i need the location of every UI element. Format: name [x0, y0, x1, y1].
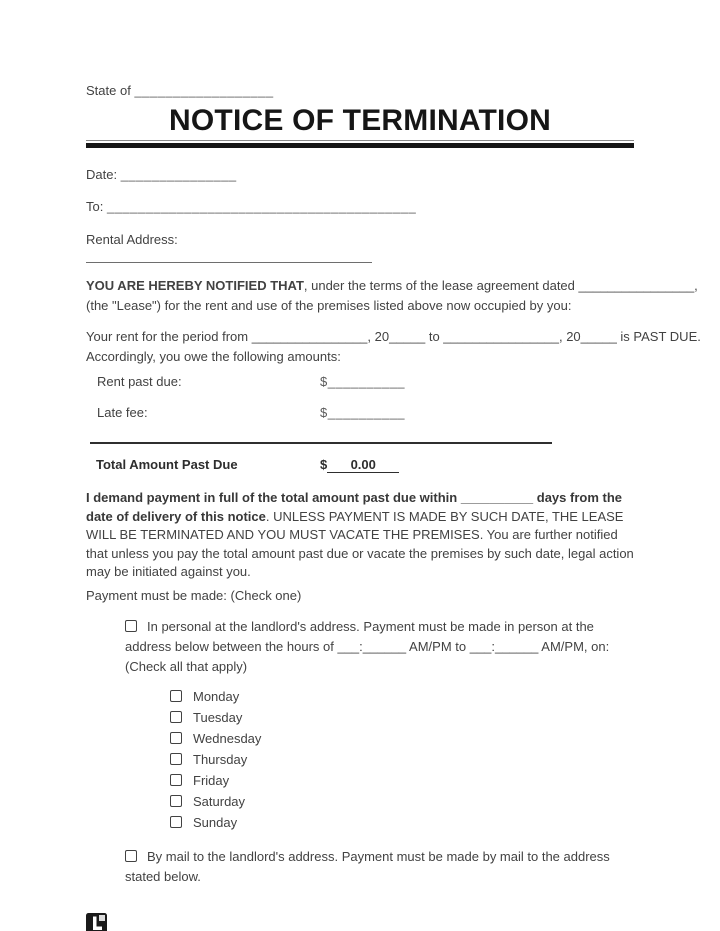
- in-person-option-label: In personal at the landlord's address. Payment must be made in person at the address below between the hours of ___:______ AM/PM to ___:______ AM/PM, on: (Check all that apply): [125, 618, 610, 674]
- day-label-tuesday: Tuesday: [193, 709, 243, 725]
- hereby-rest-text: , under the terms of the lease agreement dated ________________,: [303, 278, 698, 293]
- total-separator-line: [90, 442, 552, 444]
- late-fee-blank-field: $__________: [320, 405, 406, 420]
- day-label-wednesday: Wednesday: [193, 730, 262, 746]
- day-row-monday: [170, 686, 634, 707]
- rent-past-due-label: Rent past due:: [97, 374, 182, 389]
- days-checklist: [170, 686, 634, 833]
- day-checkbox-thursday[interactable]: [170, 753, 182, 765]
- state-of-line: [86, 83, 634, 99]
- demand-bold-text: I demand payment in full of the total amount past due within __________ days from the date of delivery of this notice: [86, 490, 622, 524]
- currency-symbol: $: [320, 457, 328, 472]
- by-mail-checkbox[interactable]: [125, 850, 137, 862]
- rent-past-due-blank-field: $__________: [320, 374, 406, 389]
- hereby-notified-paragraph: [86, 276, 698, 316]
- day-row-wednesday: [170, 728, 634, 749]
- document-title: NOTICE OF TERMINATION: [169, 104, 551, 137]
- date-blank-field: _______________: [120, 167, 237, 182]
- late-fee-row: [97, 405, 634, 421]
- day-row-saturday: [170, 791, 634, 812]
- date-label: Date:: [86, 167, 118, 182]
- day-checkbox-monday[interactable]: [170, 690, 182, 702]
- total-amount-row: [96, 457, 634, 475]
- day-row-thursday: [170, 749, 634, 770]
- day-label-friday: Friday: [193, 772, 230, 788]
- in-person-checkbox[interactable]: [125, 620, 137, 632]
- day-checkbox-friday[interactable]: [170, 774, 182, 786]
- state-of-label: State of: [86, 83, 131, 98]
- day-label-saturday: Saturday: [193, 793, 246, 809]
- state-of-blank-field: __________________: [134, 83, 274, 98]
- to-blank-field: ________________________________________: [106, 199, 417, 214]
- demand-paragraph: [86, 489, 642, 582]
- by-mail-option-label: By mail to the landlord's address. Payment must be made by mail to the address stated below.: [125, 848, 610, 884]
- day-label-sunday: Sunday: [193, 814, 238, 830]
- legal-templates-logo-icon: [86, 913, 107, 931]
- total-amount-blank-field: 0.00: [327, 457, 399, 473]
- payment-method-heading: Payment must be made: (Check one): [86, 587, 302, 603]
- to-label: To:: [86, 199, 104, 214]
- rental-address-blank-field: [86, 262, 372, 263]
- total-amount-value: [320, 457, 399, 475]
- day-row-sunday: [170, 812, 634, 833]
- day-label-monday: Monday: [193, 688, 240, 704]
- total-amount-label: Total Amount Past Due: [96, 457, 238, 472]
- demand-regular-text: . UNLESS PAYMENT IS MADE BY SUCH DATE, THE LEASE WILL BE TERMINATED AND YOU MUST VACATE THE PREMISES. You are further notified that unless you pay the total amount past due or vacate the premises by such date, legal action may be initiated against you.: [86, 508, 634, 579]
- day-checkbox-sunday[interactable]: [170, 816, 182, 828]
- rent-period-line-2: Accordingly, you owe the following amounts:: [86, 349, 341, 364]
- date-line: [86, 167, 634, 183]
- late-fee-label: Late fee:: [97, 405, 148, 420]
- rent-period-paragraph: [86, 327, 701, 367]
- day-checkbox-tuesday[interactable]: [170, 711, 182, 723]
- hereby-line-2: (the "Lease") for the rent and use of the premises listed above now occupied by you:: [86, 298, 572, 313]
- day-label-thursday: Thursday: [193, 751, 248, 767]
- to-line: [86, 199, 634, 215]
- hereby-bold-text: YOU ARE HEREBY NOTIFIED THAT: [86, 278, 304, 293]
- hereby-line-1: [86, 276, 698, 296]
- rent-past-due-row: [97, 374, 634, 390]
- in-person-option: [125, 617, 639, 677]
- rental-address-label: Rental Address:: [86, 232, 178, 247]
- day-checkbox-wednesday[interactable]: [170, 732, 182, 744]
- day-row-tuesday: [170, 707, 634, 728]
- day-checkbox-saturday[interactable]: [170, 795, 182, 807]
- rent-period-line-1: Your rent for the period from ________________, 20_____ to ________________, 20_____ is PAST DUE.: [86, 329, 701, 344]
- day-row-friday: [170, 770, 634, 791]
- by-mail-option: [125, 847, 639, 887]
- title-divider: [86, 140, 634, 148]
